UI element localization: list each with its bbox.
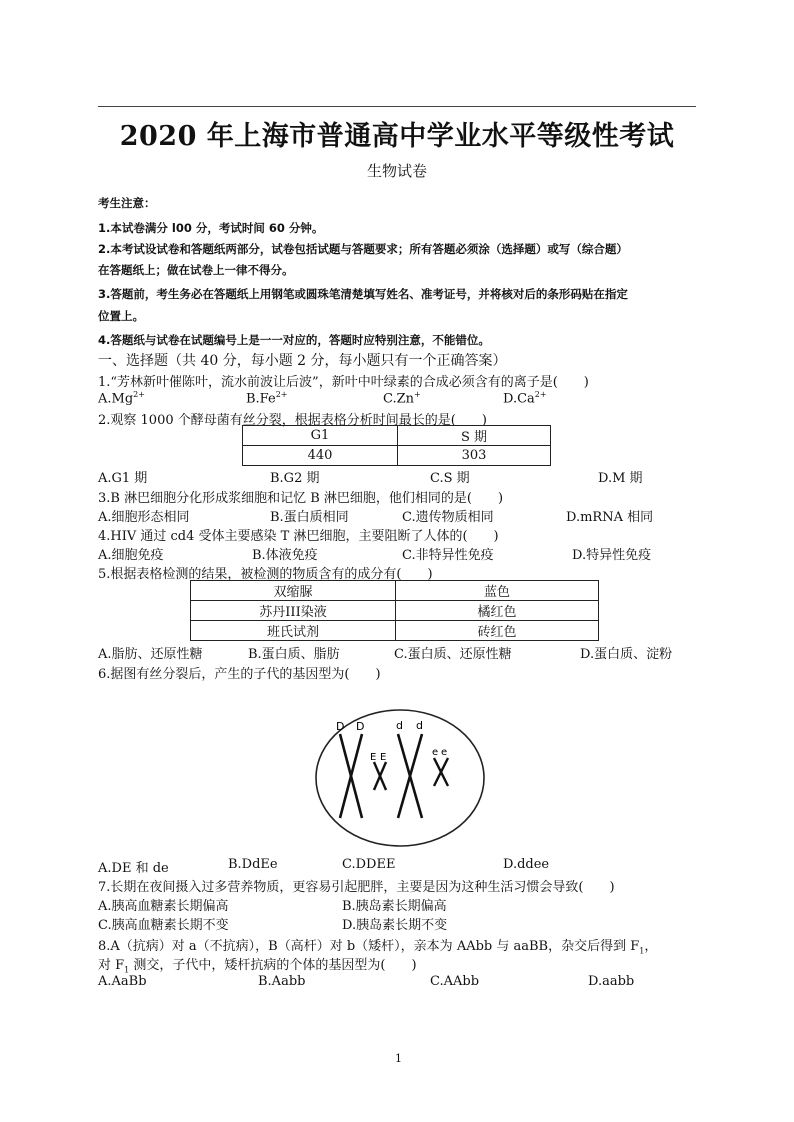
question-8-stem-cont: 对 $F_1$ 测交，子代中，矮杆抗病的个体的基因型为( ) — [98, 958, 417, 975]
q5-option-c: C.蛋白质、还原性糖 — [394, 647, 512, 662]
q4-option-b: B.体液免疫 — [252, 548, 318, 563]
q2-option-d: D.M 期 — [598, 471, 643, 486]
q2-table — [242, 425, 551, 466]
gene-label: e — [441, 747, 448, 758]
q6-option-c: C.DDEE — [342, 857, 396, 872]
q4-option-c: C.非特异性免疫 — [402, 548, 494, 563]
q1-option-b: $B.Fe^{2+}$ — [246, 390, 288, 407]
question-5-stem: 5.根据表格检测的结果，被检测的物质含有的成分有( ) — [98, 567, 433, 582]
q5-table-result: 蓝色 — [396, 581, 599, 601]
notice-item: 在答题纸上；做在试卷上一律不得分。 — [98, 263, 294, 277]
q8-option-c: C.AAbb — [430, 974, 480, 989]
q1-option-d: $D.Ca^{2+}$ — [503, 390, 547, 407]
q7-option-c: C.胰高血糖素长期不变 — [98, 918, 229, 933]
q7-option-d: D.胰岛素长期不变 — [342, 918, 448, 933]
question-2-stem: 2.观察 1000 个酵母菌有丝分裂，根据表格分析时间最长的是( ) — [98, 413, 487, 428]
q2-table-value-s: 303 — [398, 446, 551, 466]
question-7-stem: 7.长期在夜间摄入过多营养物质，更容易引起肥胖，主要是因为这种生活习惯会导致( ) — [98, 880, 615, 895]
q2-option-c: C.S 期 — [430, 471, 470, 486]
q1-option-c: C.Zn+ — [383, 390, 421, 407]
q5-table-reagent: 班氏试剂 — [191, 621, 396, 641]
q8-option-a: A.AaBb — [98, 974, 147, 989]
question-1-stem: 1.“芳林新叶催陈叶，流水前波让后波”，新叶中叶绿素的合成必须含有的离子是( ) — [98, 375, 589, 390]
notice-item: 3.答题前，考生务必在答题纸上用钢笔或圆珠笔清楚填写姓名、准考证号，并将核对后的条形码贴在指定 — [98, 287, 628, 301]
q6-option-d: D.ddee — [503, 857, 550, 872]
notice-item: 1.本试卷满分 l00 分，考试时间 60 分钟。 — [98, 221, 324, 235]
gene-label: D — [356, 720, 365, 733]
q5-option-b: B.蛋白质、脂肪 — [248, 647, 340, 662]
q3-option-c: C.遗传物质相同 — [402, 510, 494, 525]
q4-option-a: A.细胞免疫 — [98, 548, 164, 563]
page-subtitle: 生物试卷 — [366, 162, 427, 180]
q2-option-a: A.G1 期 — [98, 471, 148, 486]
q5-table-result: 砖红色 — [396, 621, 599, 641]
q2-table-header-g1: G1 — [243, 426, 398, 446]
q8-option-d: D.aabb — [588, 974, 635, 989]
q5-table-reagent: 双缩脲 — [191, 581, 396, 601]
gene-label: d — [416, 719, 423, 732]
q7-option-a: A.胰高血糖素长期偏高 — [98, 899, 229, 914]
q6-option-a: A.DE 和 de — [98, 861, 169, 876]
q3-option-a: A.细胞形态相同 — [98, 510, 190, 525]
q3-option-b: B.蛋白质相同 — [270, 510, 349, 525]
q2-table-header-s: S 期 — [398, 426, 551, 446]
q6-cell-diagram — [310, 700, 490, 850]
question-3-stem: 3.B 淋巴细胞分化形成浆细胞和记忆 B 淋巴细胞，他们相同的是( ) — [98, 491, 504, 506]
gene-label: E — [380, 752, 387, 763]
gene-label: D — [336, 720, 345, 733]
q1-option-a: $A.Mg^{2+}$ — [98, 390, 145, 407]
gene-label: d — [396, 719, 403, 732]
q5-option-a: A.脂肪、还原性糖 — [98, 647, 203, 662]
notice-item: 4.答题纸与试卷在试题编号上是一一对应的，答题时应特别注意，不能错位。 — [98, 333, 490, 347]
q6-option-b: B.DdEe — [228, 857, 278, 872]
notice-heading: 考生注意： — [98, 196, 156, 210]
q5-option-d: D.蛋白质、淀粉 — [580, 647, 673, 662]
section-heading: 一、选择题（共 40 分，每小题 2 分，每小题只有一个正确答案） — [98, 353, 507, 369]
q5-table-reagent: 苏丹III染液 — [191, 601, 396, 621]
question-6-stem: 6.据图有丝分裂后，产生的子代的基因型为( ) — [98, 667, 381, 682]
q5-table-result: 橘红色 — [396, 601, 599, 621]
q2-table-value-g1: 440 — [243, 446, 398, 466]
q2-option-b: B.G2 期 — [270, 471, 320, 486]
gene-label: e — [432, 747, 439, 758]
header-rule — [98, 106, 696, 107]
question-8-stem: 8.A（抗病）对 a（不抗病），B（高杆）对 b（矮杆），亲本为 AAbb 与 aaBB，杂交后得到 $F_1$， — [98, 939, 658, 956]
q7-option-b: B.胰岛素长期偏高 — [342, 899, 447, 914]
q3-option-d: D.mRNA 相同 — [566, 510, 654, 525]
page-number: 1 — [395, 1052, 402, 1065]
question-4-stem: 4.HIV 通过 cd4 受体主要感染 T 淋巴细胞，主要阻断了人体的( ) — [98, 529, 499, 544]
notice-item: 位置上。 — [98, 309, 144, 323]
page-title: 2020 年上海市普通高中学业水平等级性考试 — [119, 121, 675, 152]
q8-option-b: B.Aabb — [258, 974, 306, 989]
notice-item: 2.本考试设试卷和答题纸两部分，试卷包括试题与答题要求；所有答题必须涂（选择题）或写（综合题） — [98, 242, 628, 256]
q4-option-d: D.特异性免疫 — [572, 548, 652, 563]
q5-table — [190, 580, 599, 641]
gene-label: E — [370, 752, 377, 763]
